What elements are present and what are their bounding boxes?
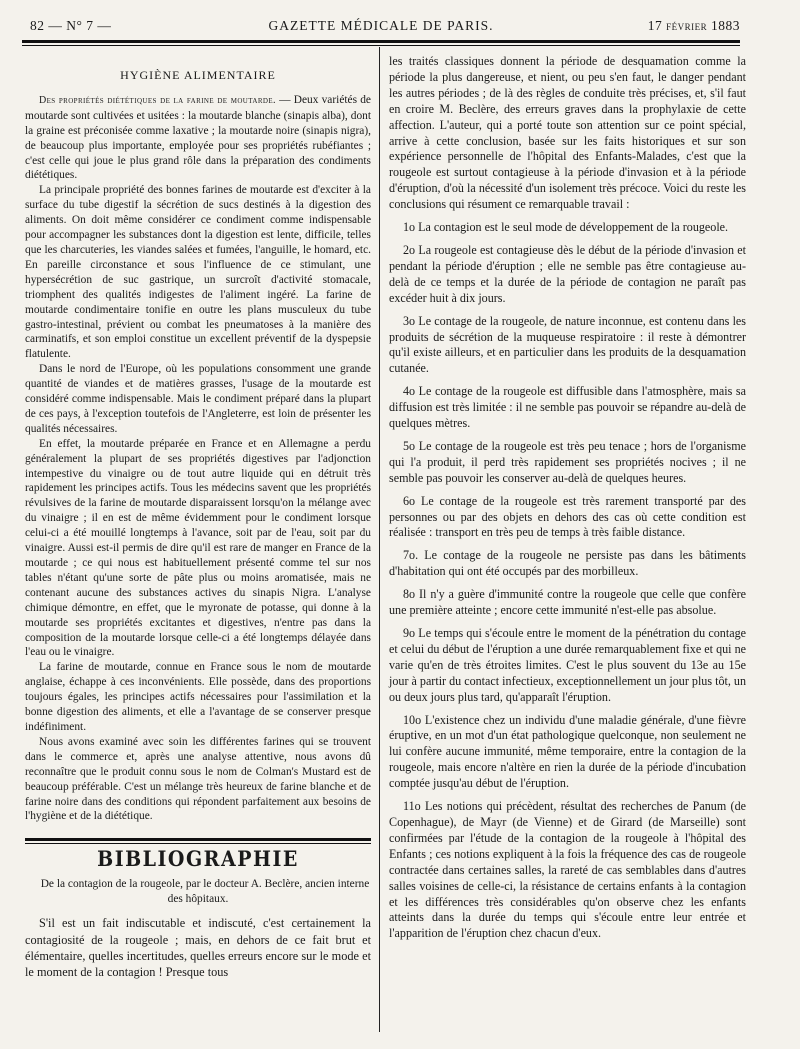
issue-date: 17 FÉVRIER 1883: [647, 18, 740, 33]
bibliography-lead: De la contagion de la rougeole, par le docteur A. Beclère, ancien interne des hôpitaux.: [40, 878, 370, 905]
article-paragraph: Dans le nord de l'Europe, où les populations consomment une grande quantité de viandes et de matières grasses, l'usage de la moutarde est considéré comme indispensable. Mais le condiment préparé dans la plupart de ces pays, à l'exception toutefois de l'Angleterre, est loin de présenter les qualités nécessaires.: [25, 363, 371, 435]
bibliography-rule-thin: [25, 843, 371, 844]
journal-title: GAZETTE MÉDICALE DE PARIS.: [268, 18, 494, 33]
bibliography-paragraph: S'il est un fait indiscutable et indiscuté, c'est certainement la contagiosité de la rougeole ; mais, en dehors de ce fait brut et élémentaire, quelles incertitudes, quelles erreurs encore sur le mode et le moment de la contagion ! Presque tous: [25, 916, 371, 980]
conclusion-item: 10o L'existence chez un individu d'une maladie générale, d'une fièvre éruptive, en un mot d'un état pathologique quelconque, non seulement ne lui confère aucune immunité, même temporaire, entre la contagion de la rougeole, mais encore n'altère en rien la durée de la période d'incubation comptée jusqu'au début de l'éruption.: [389, 712, 746, 791]
conclusion-item: 9o Le temps qui s'écoule entre le moment de la pénétration du contage et celui du début de l'éruption a une durée remarquablement fixe et qui ne varie qu'en de très étroites limites. C'est le plus souvent du 13e au 15e jour à partir du contact infectieux, exceptionnellement un jour plus tôt, un ou deux jours plus tard, qu'apparaît l'éruption.: [389, 626, 746, 704]
conclusion-item: 3o Le contage de la rougeole, de nature inconnue, est contenu dans les produits de sécrétion de la muqueuse respiratoire : il reste à démontrer qu'il existe ailleurs, et en particulier dans les produits de la desquamation cutanée.: [389, 313, 746, 376]
header-rule-thin: [22, 45, 740, 46]
article-lead: Des propriétés diététiques de la farine de moutarde.: [39, 94, 276, 106]
article-paragraph: Nous avons examiné avec soin les différentes farines qui se trouvent dans le commerce et, après une analyse attentive, nous avons dû reconnaître que le produit connu sous le nom de Colman's Mustard est de beaucoup préférable. C'est un mélange très heureux de farine blanche et de farine noire dans des conditions qui répondent parfaitement aux besoins de l'hygiène et de la diététique.: [25, 735, 371, 823]
article-paragraph: Des propriétés diététiques de la farine de moutarde. — Deux variétés de moutarde sont cultivées et usitées : la moutarde blanche (sinapis alba), dont la graine est préconisée comme laxative ; la moutarde noire (sinapis nigra), de beaucoup plus importante, employée pour ses propriétés rubéfiantes ; c'est celle qui joue le plus grand rôle dans la préparation des condiments diététiques.: [25, 93, 371, 182]
bibliography-rule-thick: [25, 838, 371, 841]
conclusion-item: 7o. Le contage de la rougeole ne persiste pas dans les bâtiments d'habitation qui ont été occupés par des morbilleux.: [389, 548, 746, 579]
section-title: HYGIÈNE ALIMENTAIRE: [120, 68, 276, 82]
page-number: 82 — N° 7 —: [30, 18, 112, 33]
conclusion-item: 2o La rougeole est contagieuse dès le début de la période d'invasion et pendant la période d'éruption ; elle ne semble pas être contagieuse au-delà de ce temps et la durée de la période de contagion ne paraît pas excéder huit à dix jours.: [389, 242, 746, 305]
bibliography-title: BIBLIOGRAPHIE: [97, 846, 299, 872]
article-paragraph: La principale propriété des bonnes farines de moutarde est d'exciter à la surface du tube digestif la sécrétion de sucs destinés à la digestion des aliments. On doit même considérer ce condiment comme indispensable pour accompagner les substances dont la digestion est lente, difficile, telles que les charcuteries, les viandes salées et fumées, l'anguille, le homard, etc. En pareille circonstance et sous l'influence de ce stimulant, une hypersécrétion de suc gastrique, un surcroît d'activité stomacale, triomphent des qualités indigestes de l'aliment ingéré. La farine de moutarde condimentaire tonifie en outre les plans musculeux du tube gastro-intestinal, prévient ou combat les pneumatoses à la manière des carminatifs, et son emploi constitue un excellent préventif de la dyspepsie flatulente.: [25, 184, 371, 361]
review-paragraph: les traités classiques donnent la période de desquamation comme la période la plus dangereuse, et nient, ou peu s'en faut, le danger pendant les autres périodes ; de là des règles de conduite très précises, et, s'il faut en croire M. Beclère, des erreurs graves dans la prophylaxie de cette affection. L'auteur, qui a porté toute son attention sur ce point spécial, arrive à cette conclusion, basée sur les faits historiques et sur son expérience personnelle de l'hôpital des Enfants-Malades, c'est que la rougeole est surtout contagieuse à la période d'invasion et à la période d'éruption, d'où la nécessité d'un isolement très précoce. Voici du reste les conclusions qui résument ce remarquable travail :: [389, 54, 746, 212]
conclusion-item: 5o Le contage de la rougeole est très peu tenace ; hors de l'organisme qui l'a produit, il perd très rapidement ses propriétés nocives ; il ne semble pas pouvoir les conserver au-delà de quelques heures.: [389, 438, 746, 485]
header-rule-thick: [22, 40, 740, 43]
page-header: [22, 14, 740, 38]
left-column: [25, 52, 371, 980]
conclusion-item: 4o Le contage de la rougeole est diffusible dans l'atmosphère, mais sa diffusion est très limitée : il ne semble pas pouvoir se répandre au-delà de quelques mètres.: [389, 384, 746, 431]
article-paragraph: La farine de moutarde, connue en France sous le nom de moutarde anglaise, échappe à ces inconvénients. Elle possède, dans des proportions toujours égales, les principes actifs nécessaires pour l'assimilation et la bonne digestion des aliments, et elle a l'avantage de se conserver presque indéfiniment.: [25, 661, 371, 733]
conclusion-item: 1o La contagion est le seul mode de développement de la rougeole.: [403, 220, 729, 235]
conclusion-item: 6o Le contage de la rougeole est très rarement transporté par des personnes ou par des objets en dehors des cas où cette condition est réalisée : transport en très peu de temps à très faible distance.: [389, 493, 746, 540]
column-separator: [379, 47, 380, 1032]
conclusion-item: 8o Il n'y a guère d'immunité contre la rougeole que celle que confère une première atteinte ; encore cette immunité n'est-elle pas absolue.: [389, 587, 746, 618]
right-column: [389, 54, 746, 949]
article-paragraph: En effet, la moutarde préparée en France et en Allemagne a perdu généralement la plupart de ses propriétés digestives par l'adjonction intempestive du vinaigre ou de tout autre liquide qui en détruit très rapidement les principes actifs. Tous les médecins savent que les propriétés révulsives de la farine de moutarde disparaissent lorsqu'on la mélange avec du vinaigre ; il en est de même évidemment pour le condiment lorsque celui-ci a été mouillé longtemps à l'avance, soit par de l'eau, soit par du vinaigre. Aussi est-il permis de dire qu'il est rare de manger en France de la moutarde ; ce qui nous est habituellement présenté comme tel sur nos tables n'étant qu'une sorte de pâte plus ou moins aromatisée, mais ne contenant aucune des substances actives du sinapis Nigra. L'analyse chimique démontre, en effet, que le myronate de potasse, qui donne à la moutarde ses propriétés excitantes et digestives, n'entre pas dans la composition de la moutarde lorsque celle-ci a été longtemps délayée dans l'eau ou le vinaigre.: [25, 437, 371, 659]
conclusion-item: 11o Les notions qui précèdent, résultat des recherches de Panum (de Copenhague), de Mayr (de Vienne) et de Girard (de Marseille) sont confirmées par l'étude de la contagion de la rougeole à l'hôpital des Enfants ; ces notions expliquent à la fois la fréquence des cas de rougeole contractée dans certaines salles, la rareté de cas semblables dans d'autres salles voisines de celle-ci, la résistance de certains enfants à la contagion et les différences très considérables qu'on observe chez les enfants atteints dans la durée du temps qui s'écoule entre leur entrée et l'apparition de l'éruption chez chacun d'eux.: [389, 799, 746, 941]
